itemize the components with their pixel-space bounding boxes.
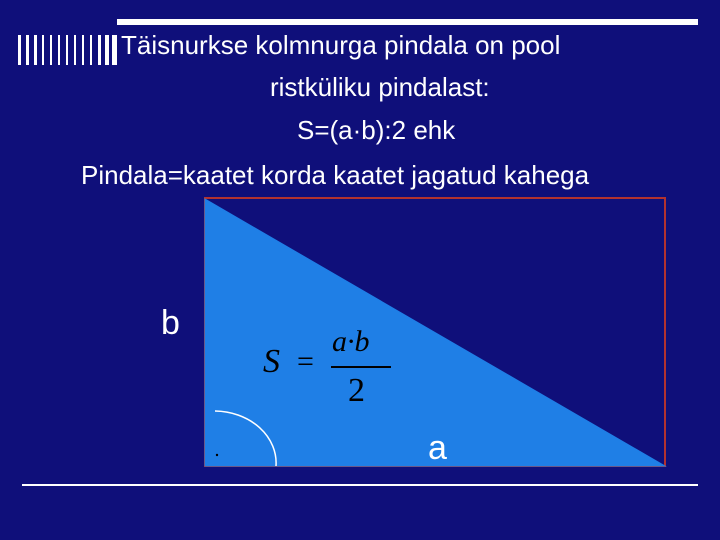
formula-denominator: 2	[348, 372, 365, 409]
side-label-b: b	[161, 304, 180, 342]
formula-numerator: a·b	[332, 325, 370, 358]
right-triangle	[205, 199, 665, 466]
fraction-bar	[331, 366, 391, 368]
title-line-1: Täisnurkse kolmnurga pindala on pool	[121, 30, 561, 60]
formula-equals: =	[297, 345, 314, 378]
bottom-decorative-line	[22, 484, 698, 486]
formula-text-line: S=(a·b):2 ehk	[297, 115, 456, 145]
side-label-a: a	[428, 429, 447, 467]
formula-lhs: S	[263, 343, 280, 380]
angle-dot	[216, 454, 218, 456]
title-line-2: ristküliku pindalast:	[270, 72, 490, 102]
explanation-line: Pindala=kaatet korda kaatet jagatud kahega	[81, 160, 590, 190]
